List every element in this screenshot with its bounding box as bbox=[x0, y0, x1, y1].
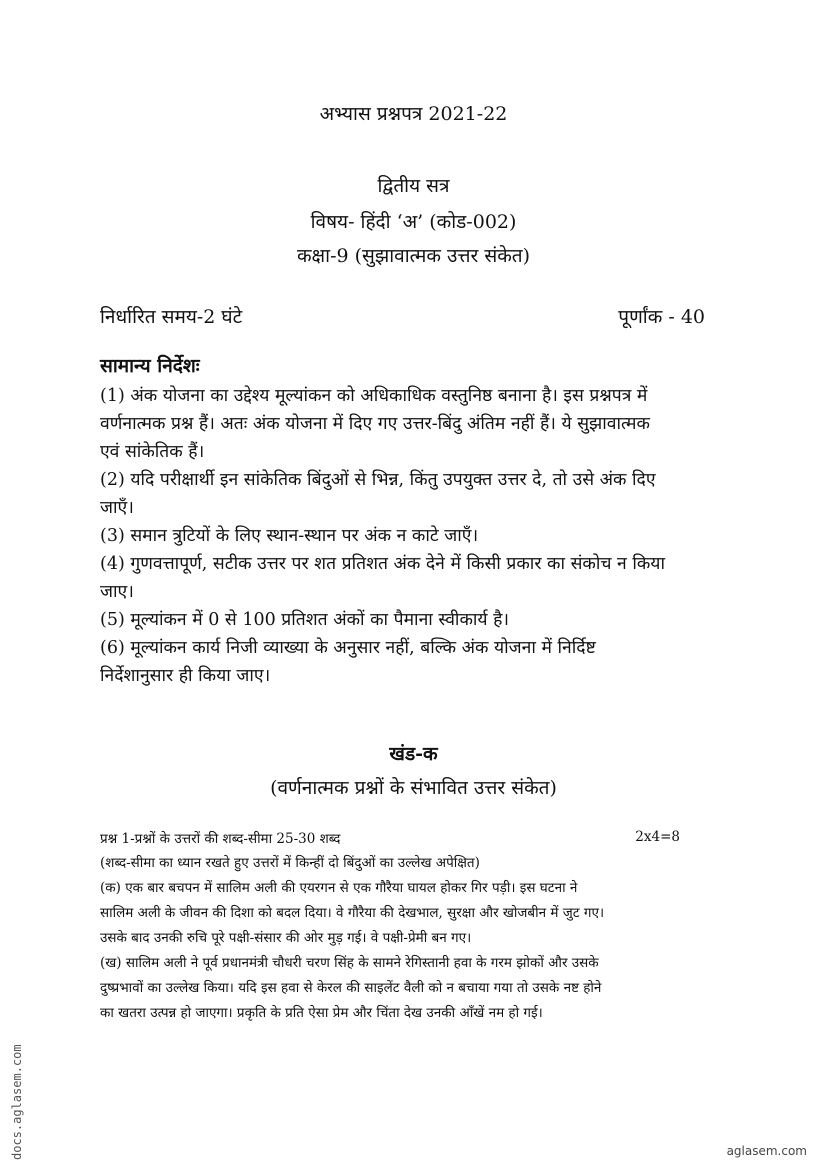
subject-title: विषय- हिंदी ‘अ’ (कोड-002) bbox=[310, 211, 517, 233]
instructions-list bbox=[100, 382, 720, 690]
question-label: प्रश्न 1-प्रश्नों के उत्तरों की शब्द-सीमा 25-30 शब्द bbox=[100, 831, 341, 847]
answer-line: सालिम अली के जीवन की दिशा को बदल दिया। वे गौरैया की देखभाल, सुरक्षा और खोजबीन में जुट गए। bbox=[100, 905, 605, 921]
question-header-row bbox=[100, 829, 680, 847]
document-title: अभ्यास प्रश्नपत्र 2021-22 bbox=[319, 103, 508, 125]
instruction-line: जाएँ। bbox=[100, 498, 134, 518]
section-subtitle: (वर्णनात्मक प्रश्नों के संभावित उत्तर संकेत) bbox=[270, 777, 557, 799]
footer-watermark: aglasem.com bbox=[726, 1144, 807, 1158]
class-title: कक्षा-9 (सुझावात्मक उत्तर संकेत) bbox=[296, 245, 531, 267]
instruction-line: (4) गुणवत्तापूर्ण, सटीक उत्तर पर शत प्रतिशत अंक देने में किसी प्रकार का संकोच न किया bbox=[100, 554, 665, 574]
instruction-line: निर्देशानुसार ही किया जाए। bbox=[100, 666, 271, 686]
instruction-line: (2) यदि परीक्षार्थी इन सांकेतिक बिंदुओं से भिन्न, किंतु उपयुक्त उत्तर दे, तो उसे अंक दिए bbox=[100, 470, 656, 490]
section-title: खंड-क bbox=[389, 743, 438, 765]
instruction-line: (1) अंक योजना का उद्देश्य मूल्यांकन को अधिकाधिक वस्तुनिष्ठ बनाना है। इस प्रश्नपत्र में bbox=[100, 386, 648, 406]
answer-line: दुष्प्रभावों का उल्लेख किया। यदि इस हवा से केरल की साइलेंट वैली को न बचाया गया तो उसके नष्ट होने bbox=[100, 980, 602, 996]
instruction-line: (5) मूल्यांकन में 0 से 100 प्रतिशत अंकों का पैमाना स्वीकार्य है। bbox=[100, 610, 510, 630]
answer-line: (क) एक बार बचपन में सालिम अली की एयरगन से एक गौरैया घायल होकर गिर पड़ी। इस घटना ने bbox=[100, 880, 578, 896]
instruction-line: (6) मूल्यांकन कार्य निजी व्याख्या के अनुसार नहीं, बल्कि अंक योजना में निर्दिष्ट bbox=[100, 638, 596, 658]
question-note: (शब्द-सीमा का ध्यान रखते हुए उत्तरों में किन्हीं दो बिंदुओं का उल्लेख अपेक्षित) bbox=[100, 855, 480, 871]
instruction-line: जाए। bbox=[100, 582, 134, 602]
instruction-line: एवं सांकेतिक हैं। bbox=[100, 442, 205, 462]
instructions-heading: सामान्य निर्देशः bbox=[100, 355, 200, 377]
side-watermark: docs.aglasem.com bbox=[10, 1044, 24, 1160]
question-body bbox=[100, 851, 720, 1026]
maximum-marks: पूर्णांक - 40 bbox=[618, 306, 705, 328]
answer-line: (ख) सालिम अली ने पूर्व प्रधानमंत्री चौधरी चरण सिंह के सामने रेगिस्तानी हवा के गरम झोकों और उसके bbox=[100, 955, 599, 971]
answer-line: उसके बाद उनकी रुचि पूरे पक्षी-संसार की ओर मुड़ गई। वे पक्षी-प्रेमी बन गए। bbox=[100, 930, 472, 946]
question-marks: 2x4=8 bbox=[635, 829, 680, 845]
instruction-line: (3) समान त्रुटियों के लिए स्थान-स्थान पर अंक न काटे जाएँ। bbox=[100, 526, 479, 546]
instruction-line: वर्णनात्मक प्रश्न हैं। अतः अंक योजना में दिए गए उत्तर-बिंदु अंतिम नहीं हैं। ये सुझावात्मक bbox=[100, 414, 650, 434]
answer-line: का खतरा उत्पन्न हो जाएगा। प्रकृति के प्रति ऐसा प्रेम और चिंता देख उनकी आँखें नम हो गई। bbox=[100, 1005, 543, 1021]
term-title: द्वितीय सत्र bbox=[377, 175, 450, 197]
time-allowed: निर्धारित समय-2 घंटे bbox=[100, 306, 243, 328]
exam-meta-row bbox=[100, 303, 705, 329]
